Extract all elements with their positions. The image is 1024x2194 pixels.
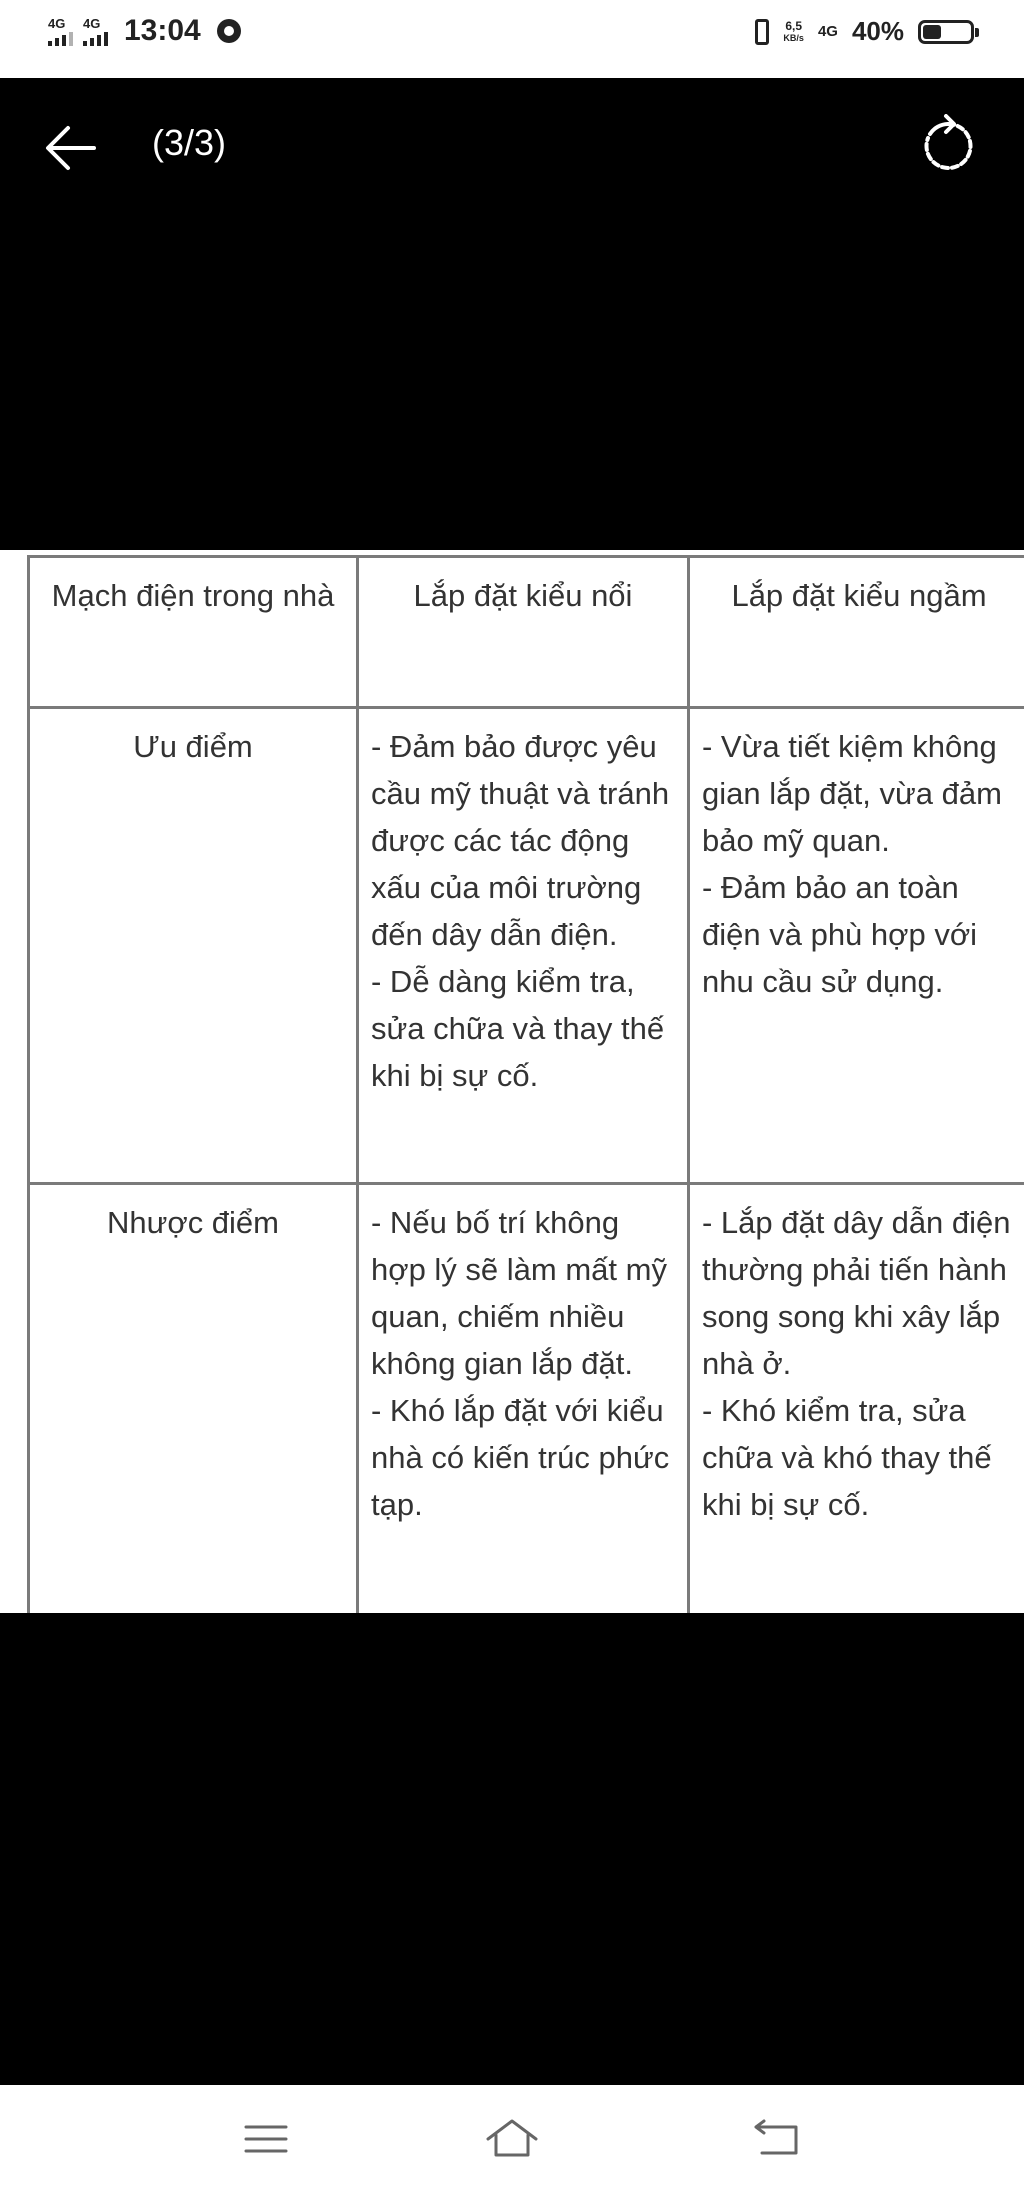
table-cell xyxy=(689,1184,1024,1619)
network-type-3: 4G xyxy=(817,23,838,40)
home-icon xyxy=(482,2113,542,2165)
battery-percent: 40% xyxy=(851,16,904,46)
cell-line: - Khó kiểm tra, sửa chữa và khó thay thế khi bị sự cố. xyxy=(702,1393,992,1522)
header-cell: Lắp đặt kiểu nổi xyxy=(358,557,689,708)
back-button[interactable] xyxy=(40,118,100,178)
table-cell xyxy=(358,1184,689,1619)
image-counter: (3/3) xyxy=(152,122,227,163)
status-right xyxy=(755,16,974,47)
table-header-row xyxy=(29,557,1024,708)
row-label: Nhược điểm xyxy=(29,1184,358,1619)
network-type-2: 4G xyxy=(83,15,101,31)
menu-button[interactable] xyxy=(236,2113,296,2165)
battery-icon xyxy=(918,20,974,44)
row-label: Ưu điểm xyxy=(29,708,358,1184)
displayed-image[interactable] xyxy=(0,550,1024,1613)
network-speed-unit: KB/s xyxy=(783,32,804,43)
status-left xyxy=(48,14,241,48)
rotate-button[interactable] xyxy=(916,114,980,178)
back-nav-button[interactable] xyxy=(748,2113,808,2165)
viewer-footer xyxy=(0,1613,1024,2085)
menu-icon xyxy=(236,2113,296,2165)
signal-bars-1-icon xyxy=(48,30,73,46)
status-bar xyxy=(0,0,1024,78)
signal-bars-2-icon xyxy=(83,30,108,46)
cell-line: - Vừa tiết kiệm không gian lắp đặt, vừa đảm bảo mỹ quan. xyxy=(702,729,1002,858)
cell-line: - Lắp đặt dây dẫn điện thường phải tiến hành song song khi xây lắp nhà ở. xyxy=(702,1205,1011,1381)
header-cell: Mạch điện trong nhà xyxy=(29,557,358,708)
home-button[interactable] xyxy=(482,2113,542,2165)
cell-line: - Đảm bảo an toàn điện và phù hợp với nhu cầu sử dụng. xyxy=(702,870,978,999)
chrome-icon xyxy=(217,19,241,43)
signal-1 xyxy=(48,17,73,46)
back-nav-icon xyxy=(748,2113,808,2165)
signal-2 xyxy=(83,17,108,46)
arrow-left-icon xyxy=(40,118,100,178)
viewer-header xyxy=(0,78,1024,550)
table-row xyxy=(29,708,1024,1184)
clock: 13:04 xyxy=(124,14,201,47)
cell-line: - Nếu bố trí không hợp lý sẽ làm mất mỹ quan, chiếm nhiều không gian lắp đặt. xyxy=(371,1205,667,1381)
comparison-table xyxy=(27,555,1024,1620)
system-nav-bar xyxy=(0,2085,1024,2194)
table-cell xyxy=(689,708,1024,1184)
table-cell xyxy=(358,708,689,1184)
cell-line: - Dễ dàng kiểm tra, sửa chữa và thay thế khi bị sự cố. xyxy=(371,964,665,1093)
table-row xyxy=(29,1184,1024,1619)
cell-line: - Khó lắp đặt với kiểu nhà có kiến trúc phức tạp. xyxy=(371,1393,670,1522)
network-speed-value: 6,5 xyxy=(785,18,803,33)
cell-line: - Đảm bảo được yêu cầu mỹ thuật và tránh được các tác động xấu của môi trường đến dây dẫn điện. xyxy=(371,729,670,952)
battery-fill xyxy=(923,25,941,39)
network-type-1: 4G xyxy=(48,15,66,31)
vibrate-icon xyxy=(755,19,769,45)
header-cell: Lắp đặt kiểu ngầm xyxy=(689,557,1024,708)
network-speed xyxy=(783,20,804,44)
rotate-icon xyxy=(916,114,980,178)
